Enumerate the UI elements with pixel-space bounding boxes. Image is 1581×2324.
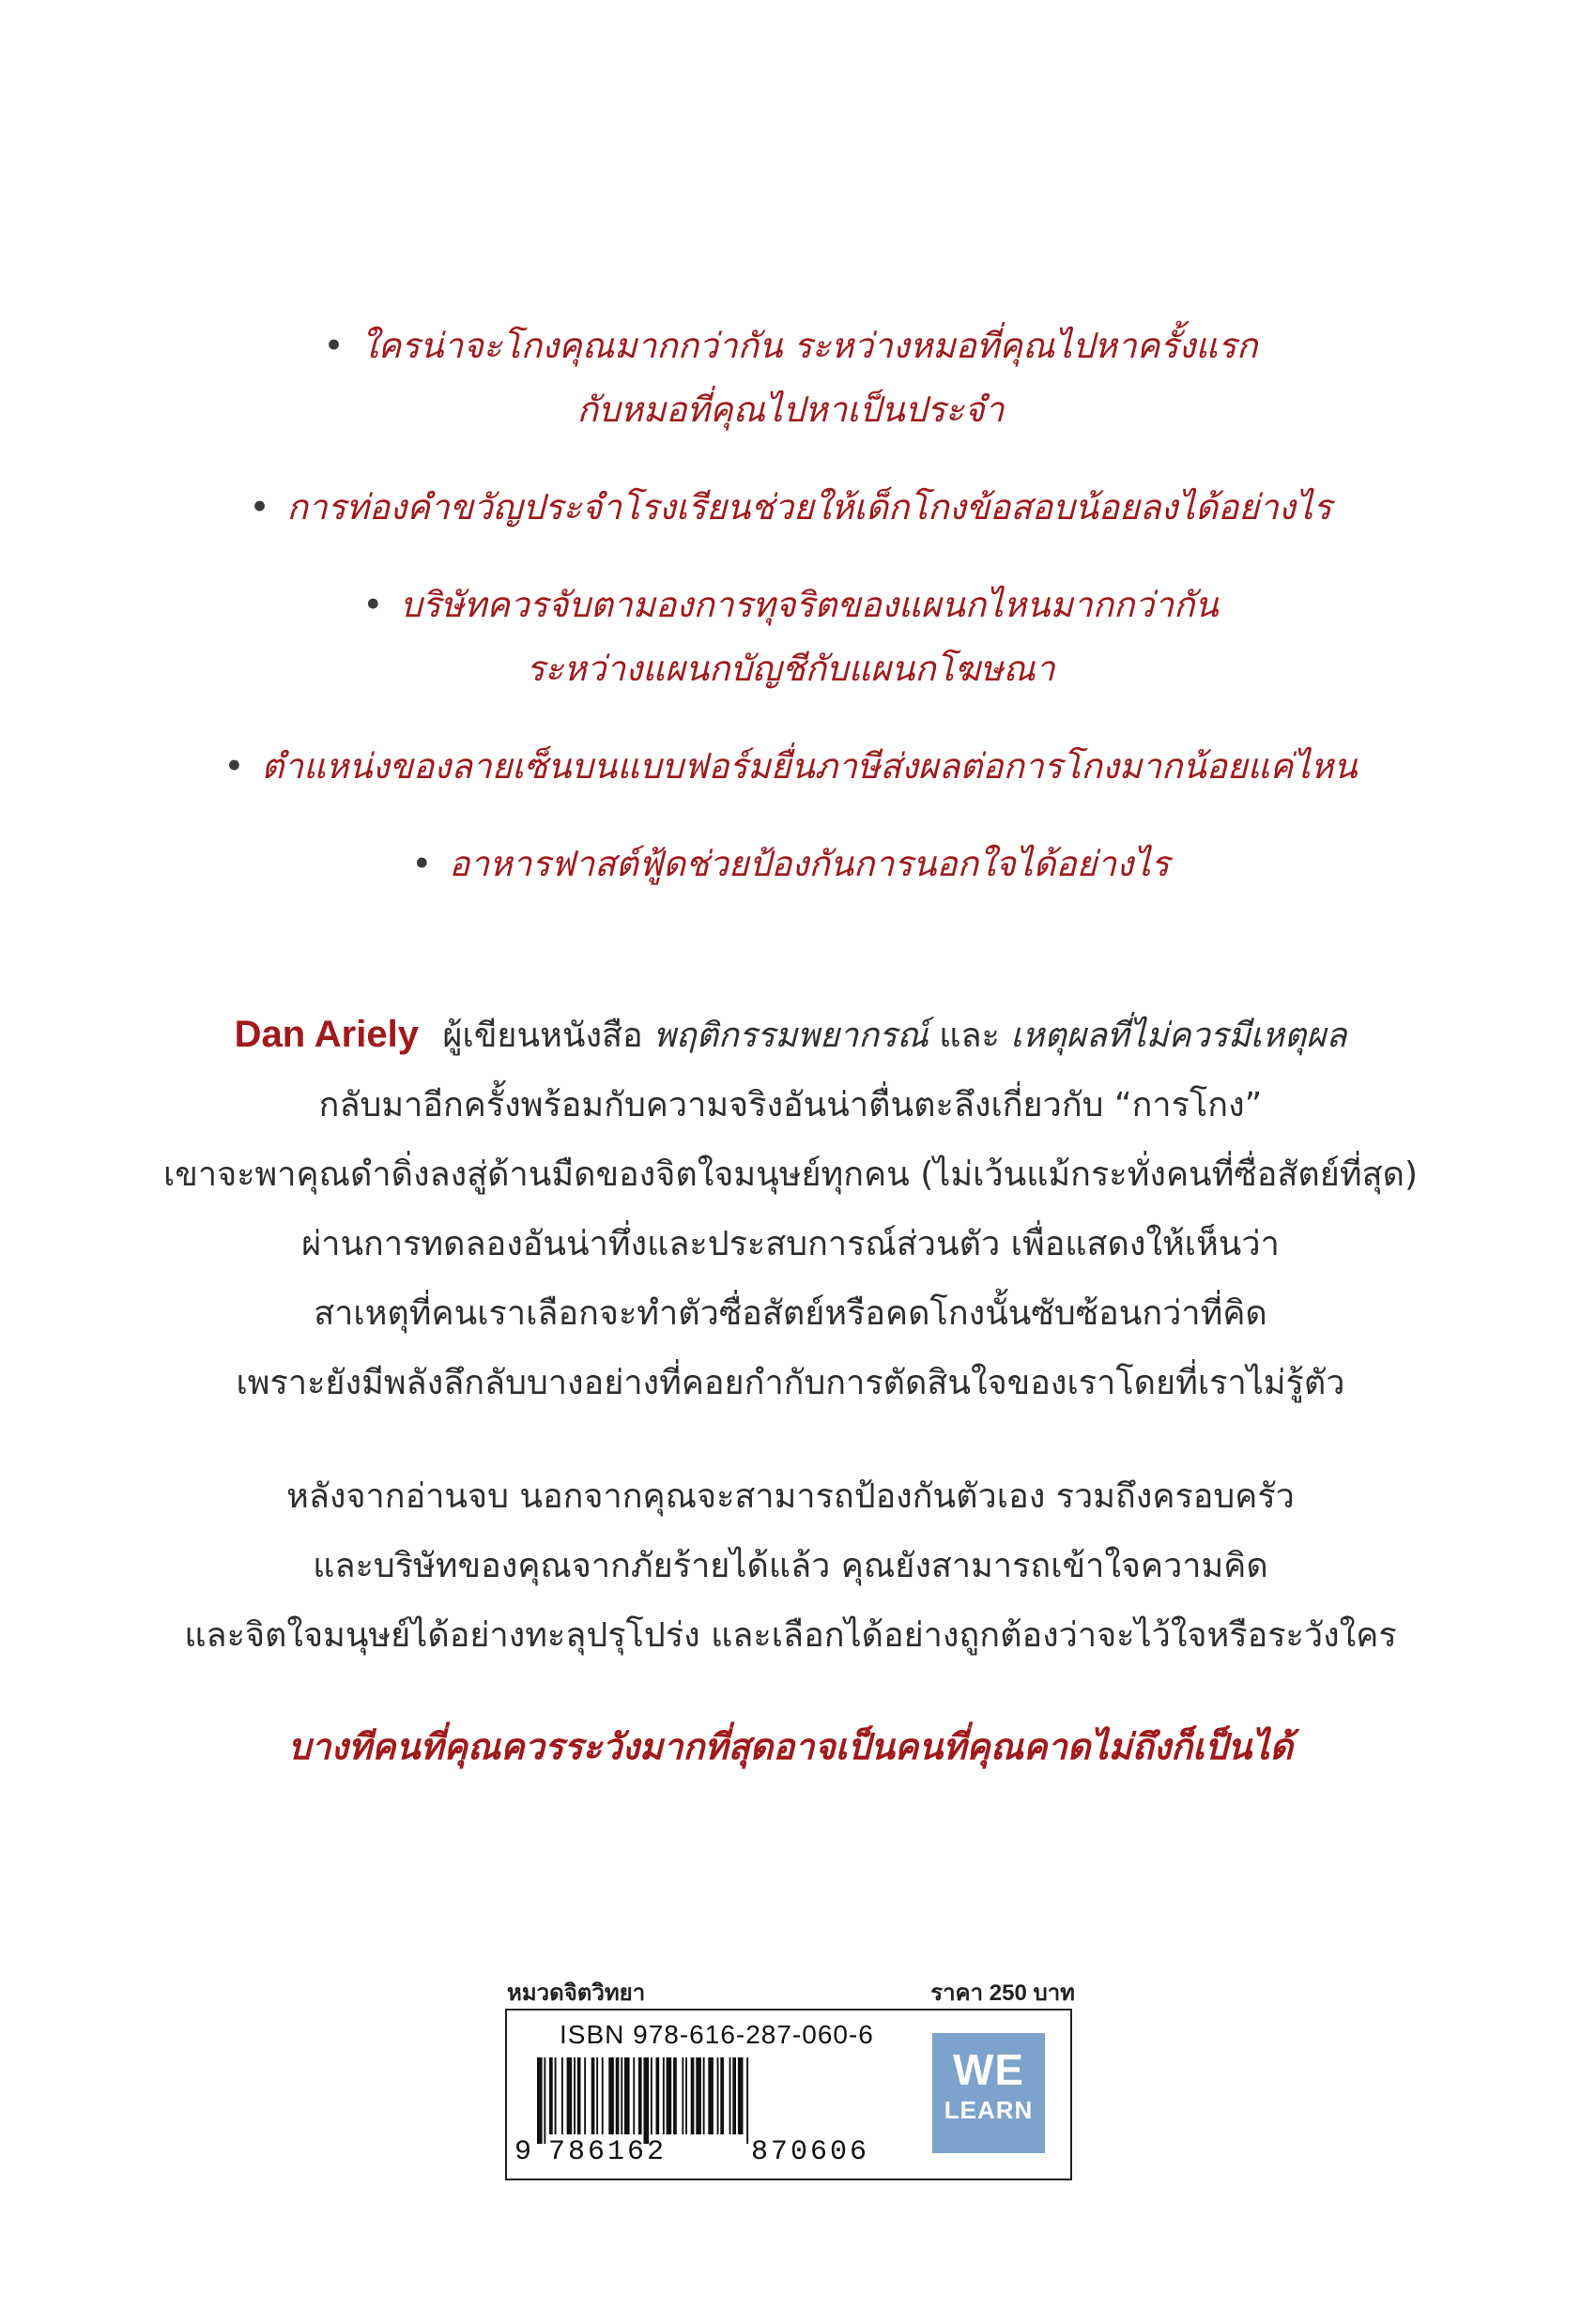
barcode-bar — [602, 2057, 604, 2134]
question-line: กับหมอที่คุณไปหาเป็นประจำ — [576, 390, 1005, 430]
barcode-bar — [591, 2057, 595, 2134]
barcode-bar — [667, 2057, 672, 2134]
barcode-bar — [633, 2057, 635, 2134]
question-item — [0, 476, 1581, 540]
question-line — [0, 833, 1581, 896]
barcode-bar — [717, 2057, 719, 2134]
question-line — [0, 476, 1581, 540]
barcode-bar — [738, 2057, 744, 2134]
question-text: บริษัทควรจับตามองการทุจริตของแผนกไหนมากกว่ากัน — [400, 585, 1219, 625]
barcode-bar — [577, 2057, 581, 2134]
barcode-bar — [656, 2057, 660, 2134]
barcode-bar — [682, 2057, 683, 2134]
barcode-bar — [596, 2057, 598, 2134]
author-intro — [0, 1000, 1581, 1418]
barcode-bar — [729, 2057, 731, 2134]
barcode-bar — [624, 2057, 630, 2134]
bullet-icon: • — [323, 326, 345, 366]
barcode-bar — [696, 2057, 701, 2134]
bullet-icon: • — [223, 746, 245, 787]
barcode-bar — [663, 2057, 665, 2134]
question-item — [0, 573, 1581, 701]
barcode-bar — [685, 2057, 687, 2134]
barcode-panel — [505, 2009, 1072, 2180]
barcode-bar — [703, 2057, 705, 2134]
question-text: ใครน่าจะโกงคุณมากกว่ากัน ระหว่างหมอที่คุณไปหาครั้งแรก — [361, 326, 1258, 366]
intro-line: สาเหตุที่คนเราเลือกจะทำตัวซื่อสัตย์หรือคดโกงนั้นซับซ้อนกว่าที่คิด — [314, 1294, 1267, 1333]
barcode-bar — [616, 2057, 620, 2134]
intro-line: เขาจะพาคุณดำดิ่งลงสู่ด้านมืดของจิตใจมนุษย์ทุกคน (ไม่เว้นแม้กระทั่งคนที่ซื่อสัตย์ที่สุด) — [162, 1155, 1418, 1194]
logo-text: LEARN — [944, 2096, 1034, 2124]
book-title: เหตุผลที่ไม่ควรมีเหตุผล — [1010, 1017, 1347, 1055]
question-item — [0, 314, 1581, 442]
category-label: หมวดจิตวิทยา — [507, 1980, 646, 2006]
question-line: ระหว่างแผนกบัญชีกับแผนกโฆษณา — [526, 649, 1055, 689]
intro-text: ผู้เขียนหนังสือ — [442, 1017, 643, 1055]
barcode-bar — [720, 2057, 724, 2134]
barcode-bar — [537, 2057, 543, 2144]
question-item — [0, 735, 1581, 799]
question-text: ตำแหน่งของลายเซ็นบนแบบฟอร์มยื่นภาษีส่งผลต่อการโกงมากน้อยแค่ไหน — [261, 746, 1358, 787]
barcode-digit-group: 870606 — [751, 2136, 870, 2168]
book-title: พฤติกรรมพยากรณ์ — [653, 1017, 929, 1055]
question-item — [0, 833, 1581, 896]
question-text: อาหารฟาสต์ฟู้ดช่วยป้องกันการนอกใจได้อย่างไร — [449, 844, 1170, 884]
barcode-bar — [621, 2057, 622, 2134]
barcode-bar — [746, 2057, 748, 2144]
question-text: การท่องคำขวัญประจำโรงเรียนช่วยให้เด็กโกงข้อสอบน้อยลงได้อย่างไร — [286, 487, 1332, 527]
isbn-text: ISBN 978-616-287-060-6 — [560, 2020, 874, 2049]
bullet-icon: • — [249, 487, 270, 527]
price-label: ราคา 250 บาท — [930, 1980, 1075, 2006]
barcode-bar — [691, 2057, 695, 2134]
bullet-icon: • — [362, 585, 384, 625]
intro-text: และ — [939, 1017, 1000, 1055]
barcode-bar — [708, 2057, 714, 2134]
barcode-bar — [732, 2057, 736, 2134]
barcode-bar — [561, 2057, 563, 2134]
barcode-bar — [638, 2057, 642, 2134]
barcode-bar — [584, 2057, 586, 2134]
closing-paragraph — [0, 1462, 1581, 1671]
barcode-bar — [651, 2057, 652, 2134]
intro-line: ผ่านการทดลองอันน่าทึ่งและประสบการณ์ส่วนตัว เพื่อแสดงให้เห็นว่า — [301, 1225, 1280, 1263]
question-line — [0, 314, 1581, 378]
barcode-bar — [574, 2057, 576, 2134]
barcode-bar — [555, 2057, 557, 2134]
question-list — [0, 314, 1581, 930]
intro-line: เพราะยังมีพลังลึกลับบางอย่างที่คอยกำกับการตัดสินใจของเราโดยที่เราไม่รู้ตัว — [236, 1364, 1345, 1402]
author-name: Dan Ariely — [234, 1014, 419, 1055]
closing-line: หลังจากอ่านจบ นอกจากคุณจะสามารถป้องกันตัวเอง รวมถึงครอบครัว — [286, 1477, 1295, 1516]
barcode-bar — [544, 2057, 545, 2144]
barcode-digit-group: 786162 — [548, 2136, 668, 2168]
barcode-bar — [644, 2057, 650, 2144]
closing-line: และบริษัทของคุณจากภัยร้ายได้แล้ว คุณยังสามารถเข้าใจความคิด — [313, 1547, 1268, 1585]
barcode-bar — [608, 2057, 614, 2134]
logo-text: WE — [952, 2045, 1025, 2094]
barcode-first-digit: 9 — [514, 2136, 532, 2168]
intro-line: กลับมาอีกครั้งพร้อมกับความจริงอันน่าตื่นตะลึงเกี่ยวกับ “การโกง” — [318, 1086, 1263, 1124]
barcode-icon — [537, 2057, 903, 2144]
barcode-bar — [673, 2057, 677, 2134]
bullet-icon: • — [411, 844, 433, 884]
question-line — [0, 735, 1581, 799]
barcode-bar — [549, 2057, 553, 2134]
publisher-logo — [932, 2033, 1045, 2153]
closing-line: และจิตใจมนุษย์ได้อย่างทะลุปรุโปร่ง และเลือกได้อย่างถูกต้องว่าจะไว้ใจหรือระวังใคร — [184, 1616, 1397, 1655]
tagline: บางทีคนที่คุณควรระวังมากที่สุดอาจเป็นคนที่คุณคาดไม่ถึงก็เป็นได้ — [287, 1726, 1294, 1767]
barcode-bar — [567, 2057, 573, 2134]
question-line — [0, 573, 1581, 637]
intro-line — [0, 1000, 1581, 1071]
